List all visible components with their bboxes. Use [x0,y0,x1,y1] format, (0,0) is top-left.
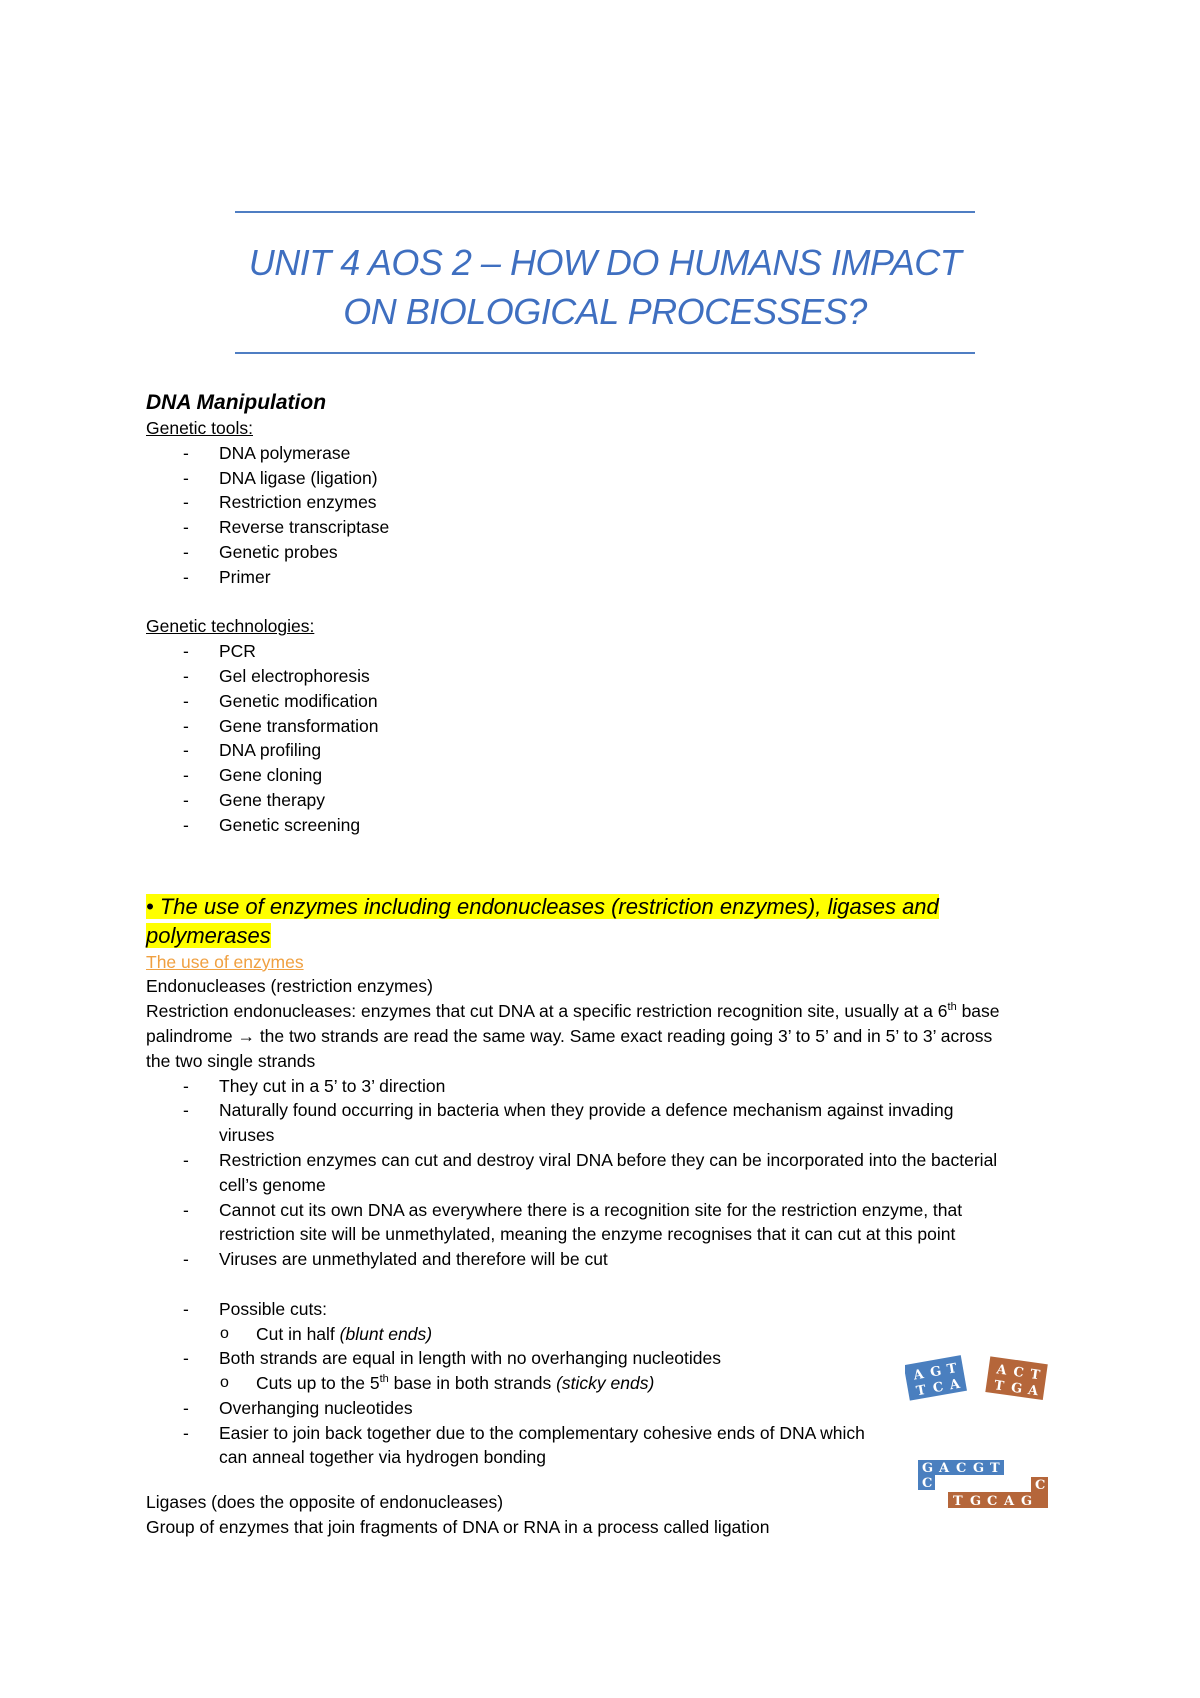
endonucleases-heading: Endonucleases (restriction enzymes) [146,976,433,997]
highlight-line-1: • The use of enzymes including endonucleases (restriction enzymes), ligases and [146,893,939,919]
highlighted-key-knowledge [146,892,1056,950]
base-label: T [915,1382,928,1400]
title-bottom-rule [235,352,975,354]
base-label: T [990,1461,1000,1476]
base-label: C [931,1379,945,1397]
list-item: - Restriction enzymes [146,490,1056,515]
page-title [180,238,1030,336]
base-label: T [1029,1367,1041,1384]
base-label: C [987,1494,998,1509]
sticky-points-list [146,1396,876,1470]
list-item: - Naturally found occurring in bacteria when they provide a defence mechanism against invading viruses [146,1098,1036,1148]
definition-text: palindrome [146,1025,238,1046]
cut-text: base in both strands [388,1373,557,1394]
base-label: A [1026,1382,1039,1400]
base-label: T [945,1361,958,1378]
blunt-blue-fragment [905,1355,967,1401]
subheading-use-of-enzymes: The use of enzymes [146,951,304,972]
base-label: T [953,1494,963,1509]
blunt-brown-fragment [985,1356,1047,1400]
base-label: G [929,1363,943,1381]
restriction-definition [146,999,1056,1073]
list-item: - DNA polymerase [146,441,1056,466]
list-item: - Both strands are equal in length with no overhanging nucleotides [146,1346,1056,1371]
genetic-technologies-label: Genetic technologies: [146,616,315,637]
list-item: - Gene therapy [146,788,1056,813]
list-item: - Primer [146,565,1056,590]
base-label: C [1035,1478,1046,1493]
brown-tile [948,1492,1048,1508]
genetic-technologies-list [146,639,1056,837]
ligases-definition: Group of enzymes that join fragments of DNA or RNA in a process called ligation [146,1517,770,1538]
blunt-ends-diagram [905,1352,1065,1412]
cut-type: (blunt ends) [339,1323,433,1344]
section-heading-dna-manipulation: DNA Manipulation [146,391,327,414]
superscript: th [947,1001,957,1014]
list-item: - DNA profiling [146,738,1056,763]
list-item: - Reverse transcriptase [146,515,1056,540]
title-line-1: UNIT 4 AOS 2 – HOW DO HUMANS IMPACT [248,242,962,283]
list-item: - Cannot cut its own DNA as everywhere there is a recognition site for the restriction enzyme, that restriction site will be unmethylated, meaning the enzyme recognises that it can cut at this point [146,1198,1036,1248]
sticky-ends-diagram [918,1458,1048,1510]
definition-text: the two single strands [146,1050,316,1071]
base-label: A [948,1376,962,1394]
cut-type: (sticky ends) [556,1373,655,1394]
blunt-cut-list [146,1322,1056,1347]
definition-text: base [956,1001,1000,1022]
superscript: th [379,1373,389,1386]
base-label: C [956,1461,967,1476]
base-label: A [1004,1494,1015,1509]
list-item: - Restriction enzymes can cut and destroy viral DNA before they can be incorporated into the bacterial cell’s genome [146,1148,1036,1198]
list-item: - They cut in a 5’ to 3’ direction [146,1074,1036,1099]
list-item: - Gel electrophoresis [146,664,1056,689]
list-item: - Overhanging nucleotides [146,1396,876,1421]
list-item: - Genetic modification [146,689,1056,714]
base-label: G [1010,1380,1024,1397]
base-label: C [922,1476,933,1491]
cut-text: Cut in half [256,1323,340,1344]
list-item: - Viruses are unmethylated and therefore will be cut [146,1247,1036,1272]
list-item: - PCR [146,639,1056,664]
list-item: - DNA ligase (ligation) [146,466,1056,491]
possible-cuts-list [146,1297,1056,1322]
base-label: T [993,1378,1005,1395]
sticky-blue-fragment [918,1460,1004,1491]
list-item: - Genetic probes [146,540,1056,565]
list-item [146,1322,1056,1347]
base-label: C [1012,1364,1025,1382]
base-label: A [912,1366,925,1384]
title-line-2: ON BIOLOGICAL PROCESSES? [343,291,867,332]
base-label: G [970,1494,982,1509]
list-item: - Gene transformation [146,714,1056,739]
base-label: G [922,1461,934,1476]
restriction-points-list [146,1074,1056,1272]
sticky-brown-fragment [948,1477,1048,1509]
genetic-tools-list [146,441,1056,590]
list-item: - Possible cuts: [146,1297,1056,1322]
definition-text: the two strands are read the same way. Same exact reading going 3’ to 5’ and in 5’ to 3’ across [254,1025,993,1046]
base-label: A [939,1461,950,1476]
arrow-icon: → [237,1025,255,1046]
list-item: - Easier to join back together due to the complementary cohesive ends of DNA which can anneal together via hydrogen bonding [146,1421,876,1471]
base-label: G [1021,1494,1033,1509]
highlight-line-2: polymerases [146,922,271,948]
title-top-rule [235,211,975,213]
cut-text: Cuts up to the 5 [256,1373,380,1394]
base-label: G [973,1461,985,1476]
ligases-heading: Ligases (does the opposite of endonucleases) [146,1492,504,1513]
definition-text: Restriction endonucleases: enzymes that cut DNA at a specific restriction recognition site, usually at a 6 [146,1001,948,1022]
genetic-tools-label: Genetic tools: [146,418,253,438]
list-item: - Genetic screening [146,813,1056,838]
base-label: A [995,1362,1008,1379]
list-item: - Gene cloning [146,763,1056,788]
